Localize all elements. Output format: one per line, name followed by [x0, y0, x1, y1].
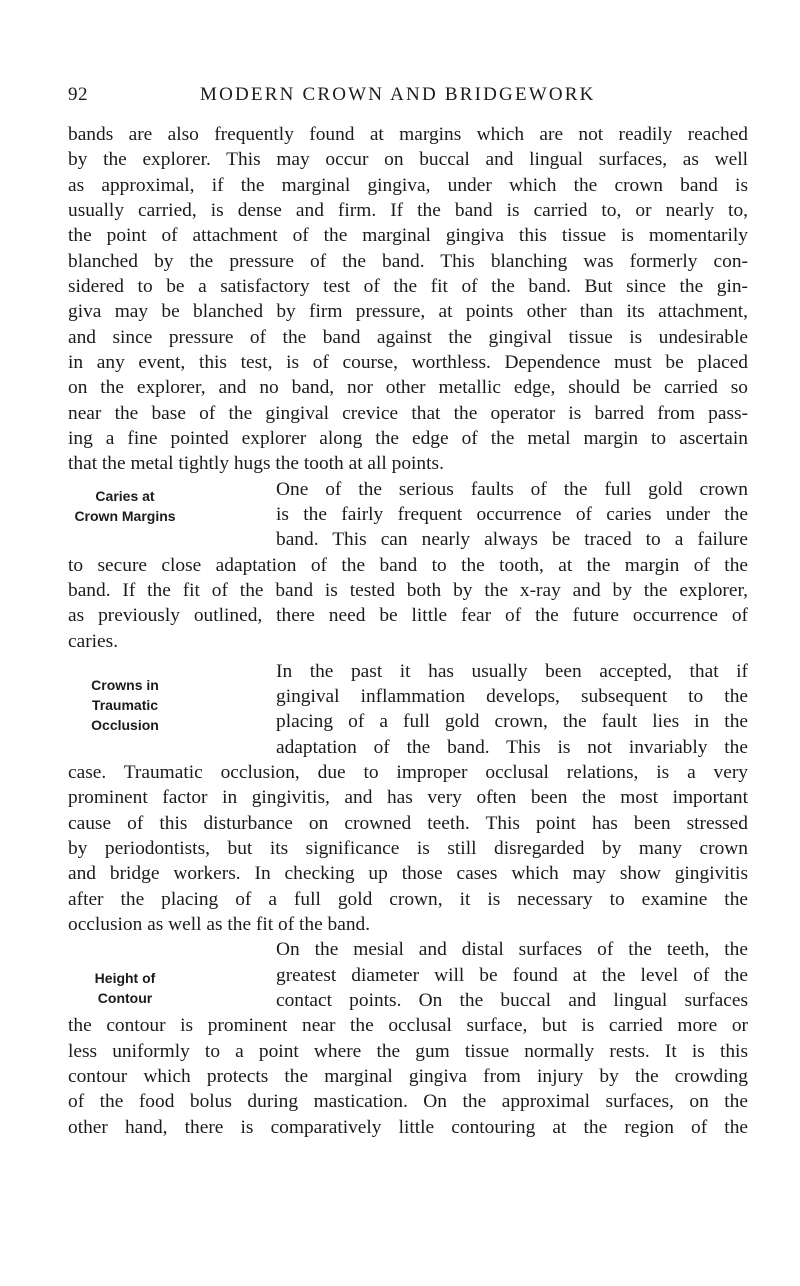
text-line: case. Traumatic occlusion, due to improper occlusal relations, is a very — [68, 762, 748, 783]
side-heading-line: Caries at — [95, 488, 155, 504]
text-line: band. This can nearly always be traced to a failure — [276, 529, 748, 550]
text-line: by periodontists, but its significance is still disregarded by many crown — [68, 838, 748, 859]
text-line: giva may be blanched by firm pressure, at points other than its attachment, — [68, 301, 748, 322]
text-line: usually carried, is dense and firm. If the band is carried to, or nearly to, — [68, 200, 748, 221]
side-heading-line: Height of — [94, 970, 156, 986]
text-line: occlusion as well as the fit of the band. — [68, 914, 371, 935]
text-line: band. If the fit of the band is tested both by the x-ray and by the explorer, — [68, 580, 748, 601]
side-heading-line: Crowns in — [91, 677, 159, 693]
text-line: after the placing of a full gold crown, it is necessary to examine the — [68, 889, 748, 910]
text-line: greatest diameter will be found at the level of the — [276, 965, 748, 986]
running-title: MODERN CROWN AND BRIDGEWORK — [200, 84, 596, 105]
side-heading-line: Crown Margins — [74, 508, 176, 524]
text-line: as previously outlined, there need be little fear of the future occurrence of — [68, 605, 748, 626]
text-line: cause of this disturbance on crowned teeth. This point has been stressed — [68, 813, 748, 834]
text-line: ing a fine pointed explorer along the edge of the metal margin to ascertain — [68, 428, 748, 449]
text-line: blanched by the pressure of the band. This blanching was formerly con- — [68, 251, 748, 272]
text-line: of the food bolus during mastication. On the approximal surfaces, on the — [68, 1091, 748, 1112]
side-heading-caries — [60, 486, 190, 526]
text-line: In the past it has usually been accepted, that if — [276, 661, 748, 682]
text-line: the contour is prominent near the occlusal surface, but is carried more or — [68, 1015, 748, 1036]
text-line: placing of a full gold crown, the fault lies in the — [276, 711, 748, 732]
text-line: the point of attachment of the marginal gingiva this tissue is momentarily — [68, 225, 748, 246]
text-line: as approximal, if the marginal gingiva, under which the crown band is — [68, 175, 748, 196]
side-heading-line: Contour — [97, 990, 153, 1006]
text-line: that the metal tightly hugs the tooth at all points. — [68, 453, 444, 474]
text-line: contact points. On the buccal and lingual surfaces — [276, 990, 748, 1011]
page-number: 92 — [68, 84, 88, 105]
text-line: On the mesial and distal surfaces of the teeth, the — [276, 939, 748, 960]
text-line: less uniformly to a point where the gum tissue normally rests. It is this — [68, 1041, 748, 1062]
side-heading-line: Traumatic — [91, 697, 159, 713]
text-line: on the explorer, and no band, nor other metallic edge, should be carried so — [68, 377, 748, 398]
text-line: prominent factor in gingivitis, and has very often been the most important — [68, 787, 748, 808]
text-line: in any event, this test, is of course, worthless. Dependence must be placed — [68, 352, 748, 373]
text-line: is the fairly frequent occurrence of caries under the — [276, 504, 748, 525]
text-line: caries. — [68, 631, 119, 652]
text-line: to secure close adaptation of the band to the tooth, at the margin of the — [68, 555, 748, 576]
text-line: other hand, there is comparatively little contouring at the region of the — [68, 1117, 748, 1138]
text-line: and since pressure of the band against the gingival tissue is undesirable — [68, 327, 748, 348]
text-line: gingival inflammation develops, subsequent to the — [276, 686, 748, 707]
text-line: sidered to be a satisfactory test of the fit of the band. But since the gin- — [68, 276, 748, 297]
text-line: near the base of the gingival crevice that the operator is barred from pass- — [68, 403, 748, 424]
text-line: contour which protects the marginal gingiva from injury by the crowding — [68, 1066, 748, 1087]
text-line: and bridge workers. In checking up those cases which may show gingivitis — [68, 863, 748, 884]
text-line: adaptation of the band. This is not invariably the — [276, 737, 748, 758]
side-heading-traumatic-occlusion — [60, 675, 190, 735]
text-line: One of the serious faults of the full gold crown — [276, 479, 748, 500]
side-heading-line: Occlusion — [91, 717, 159, 733]
text-line: by the explorer. This may occur on buccal and lingual surfaces, as well — [68, 149, 748, 170]
side-heading-height-of-contour — [60, 968, 190, 1008]
text-line: bands are also frequently found at margins which are not readily reached — [68, 124, 748, 145]
